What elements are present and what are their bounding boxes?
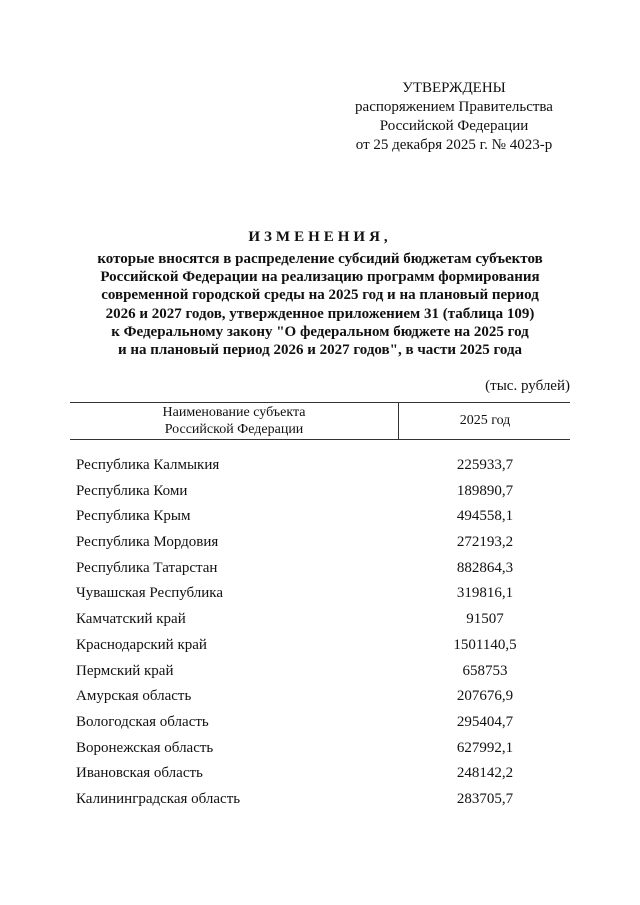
subject-name: Республика Крым [76, 508, 191, 525]
table-body [70, 453, 570, 813]
subsidy-amount: 627992,1 [456, 739, 514, 756]
table-row [70, 710, 570, 736]
subsidy-amount: 319816,1 [456, 585, 514, 602]
table-row [70, 659, 570, 685]
table-row [70, 736, 570, 762]
subject-name: Пермский край [76, 662, 174, 679]
table-row [70, 504, 570, 530]
approval-line: Российской Федерации [379, 118, 529, 134]
subsidy-amount: 207676,9 [456, 688, 514, 705]
subtitle-line: 2026 и 2027 годов, утвержденное приложением 31 (таблица 109) [105, 305, 535, 322]
table-row [70, 479, 570, 505]
subtitle-line: Российской Федерации на реализацию программ формирования [100, 269, 540, 286]
subsidy-amount: 225933,7 [456, 457, 514, 473]
subtitle-line: которые вносятся в распределение субсидий бюджетам субъектов [97, 251, 543, 267]
subsidy-amount: 283705,7 [456, 790, 514, 807]
subsidy-amount: 882864,3 [456, 559, 514, 576]
units-label: (тыс. рублей) [485, 378, 570, 394]
approval-date-line: от 25 декабря 2025 г. № 4023-р [355, 137, 553, 153]
subsidy-amount: 1501140,5 [453, 636, 517, 653]
subsidy-amount: 658753 [462, 662, 508, 679]
approval-line: распоряжением Правительства [355, 99, 553, 115]
subject-name: Республика Калмыкия [76, 457, 220, 473]
subsidy-amount: 494558,1 [456, 508, 514, 525]
table-row [70, 761, 570, 787]
subsidy-amount: 91507 [466, 611, 504, 628]
approval-block [330, 79, 578, 155]
subtitle-line: и на плановый период 2026 и 2027 годов", в части 2025 года [117, 342, 523, 359]
table-row [70, 633, 570, 659]
subject-name: Воронежская область [76, 739, 214, 756]
approval-heading: УТВЕРЖДЕНЫ [402, 80, 506, 96]
subsidy-amount: 189890,7 [456, 482, 514, 499]
subsidy-amount: 248142,2 [456, 765, 514, 782]
subsidy-amount: 272193,2 [456, 534, 514, 551]
table-row [70, 556, 570, 582]
table-row [70, 787, 570, 813]
subtitle-line: современной городской среды на 2025 год и на плановый период [101, 287, 539, 304]
subject-name: Калининградская область [76, 790, 241, 807]
subject-name: Республика Мордовия [76, 534, 219, 551]
table-row [70, 607, 570, 633]
subject-name: Чувашская Республика [76, 585, 224, 602]
column-header-subject [70, 403, 399, 439]
subtitle-line: к Федеральному закону "О федеральном бюджете на 2025 год [111, 323, 529, 340]
table-row [70, 453, 570, 479]
column-header-line: Российской Федерации [164, 422, 304, 437]
table-row [70, 684, 570, 710]
subject-name: Амурская область [76, 688, 192, 705]
subject-name: Республика Коми [76, 482, 188, 499]
subject-name: Краснодарский край [76, 636, 207, 653]
table-row [70, 581, 570, 607]
subsidy-amount: 295404,7 [456, 713, 514, 730]
column-header-year: 2025 год [459, 413, 511, 428]
subject-name: Республика Татарстан [76, 559, 218, 576]
column-header-line: Наименование субъекта [162, 405, 306, 420]
document-title: ИЗМЕНЕНИЯ, [248, 229, 392, 245]
subject-name: Вологодская область [76, 713, 209, 730]
table-row [70, 530, 570, 556]
subject-name: Ивановская область [76, 765, 203, 782]
document-subtitle [60, 250, 580, 359]
table-header [70, 402, 570, 440]
subject-name: Камчатский край [76, 611, 186, 628]
